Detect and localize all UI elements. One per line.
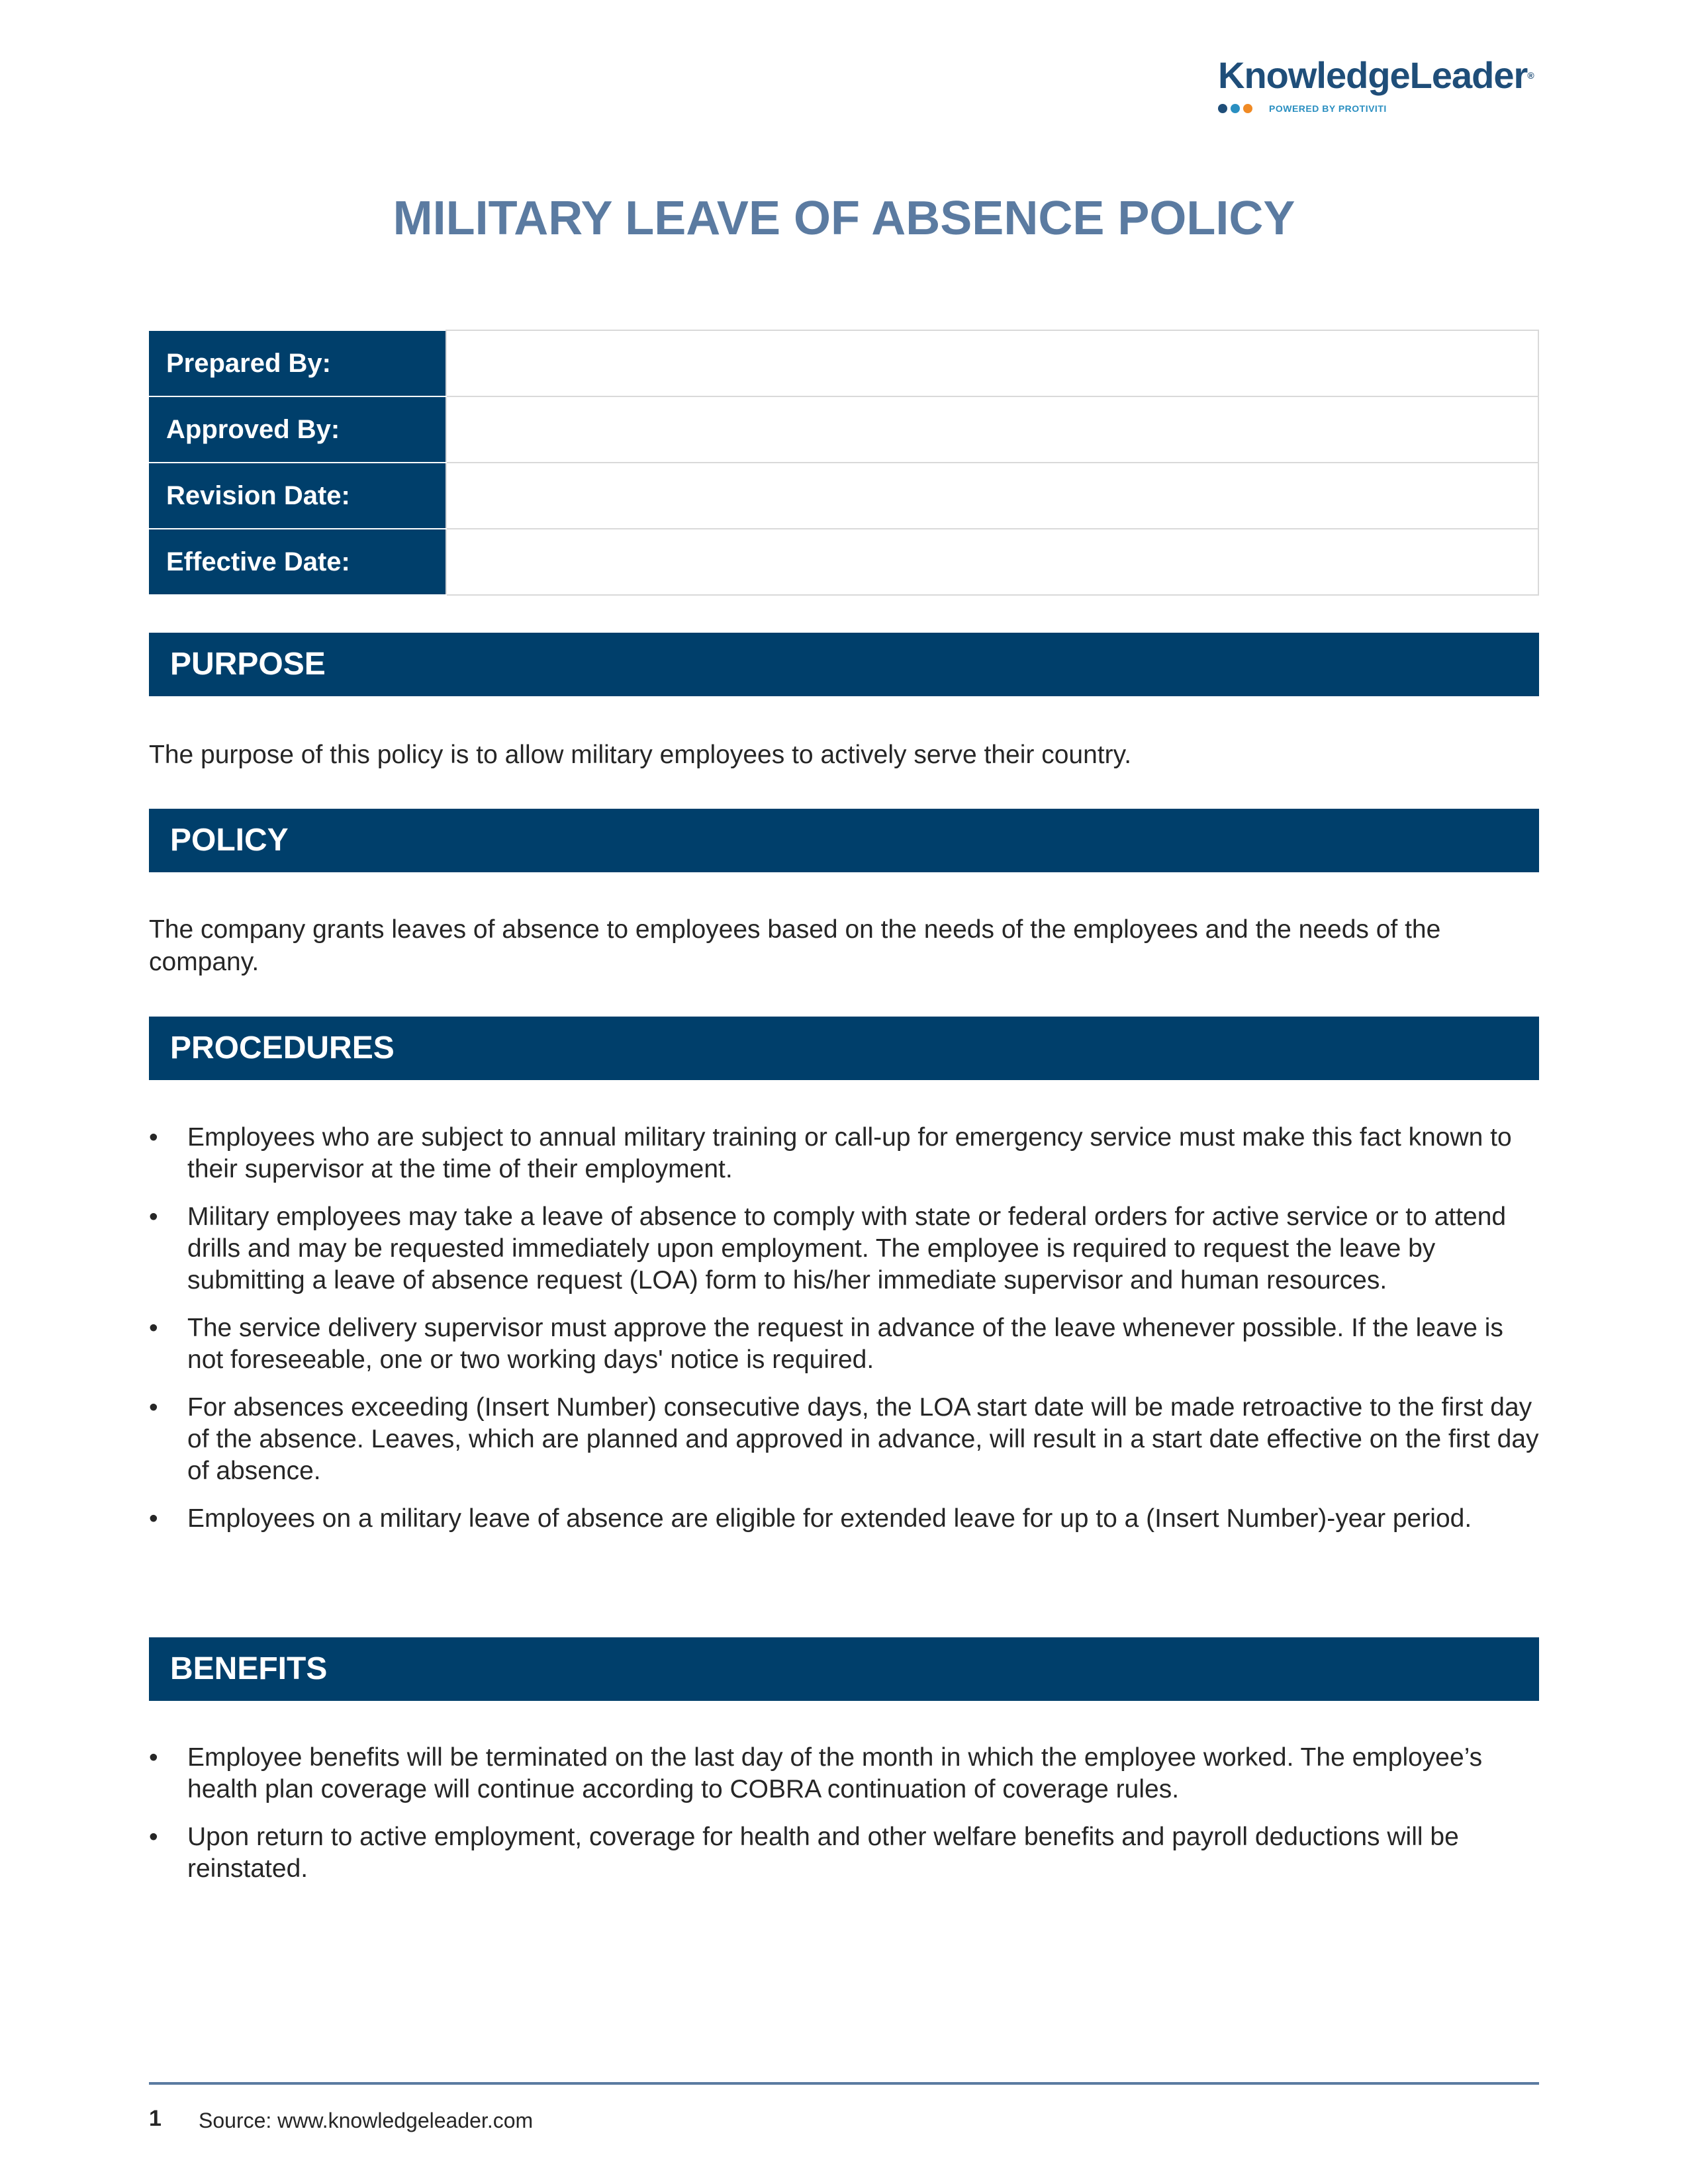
info-row-prepared-by <box>150 330 1538 396</box>
list-item <box>149 1821 1539 1885</box>
bullet-mark: • <box>149 1823 158 1851</box>
footer-divider <box>149 2082 1539 2085</box>
info-label: Prepared By: <box>150 330 446 396</box>
list-item-text: Military employees may take a leave of absence to comply with state or federal orders for active service or to attend drills and may be requested immediately upon employment. The employee is required to request the leave by submitting a leave of absence request (LOA) form to his/her immediate supervisor and human resources. <box>187 1203 1507 1295</box>
list-item <box>149 1503 1539 1535</box>
list-item-text: For absences exceeding (Insert Number) consecutive days, the LOA start date will be made retroactive to the first day of the absence. Leaves, which are planned and approved in advance, will result in a start date effective on the first day of absence. <box>187 1393 1539 1485</box>
document-title: MILITARY LEAVE OF ABSENCE POLICY <box>393 192 1295 245</box>
logo-tagline: POWERED BY PROTIVITI <box>1269 103 1387 114</box>
document-info-table <box>149 330 1539 596</box>
logo-wordmark: KnowledgeLeader® <box>1218 54 1534 96</box>
list-item-text: Employee benefits will be terminated on the last day of the month in which the employee worked. The employee’s health plan coverage will continue according to COBRA continuation of coverage rules. <box>187 1743 1483 1803</box>
logo-dot-2 <box>1231 104 1240 113</box>
section-heading-policy: POLICY <box>149 809 1539 872</box>
bullet-mark: • <box>149 1123 158 1152</box>
info-label: Revision Date: <box>150 463 446 529</box>
benefits-list <box>149 1742 1539 1901</box>
bullet-mark: • <box>149 1393 158 1422</box>
info-row-revision-date <box>150 463 1538 529</box>
list-item <box>149 1122 1539 1185</box>
section-heading-procedures: PROCEDURES <box>149 1017 1539 1080</box>
list-item-text: Upon return to active employment, coverage for health and other welfare benefits and payroll deductions will be reinstated. <box>187 1823 1459 1883</box>
info-row-approved-by <box>150 396 1538 463</box>
purpose-text: The purpose of this policy is to allow military employees to actively serve their country. <box>149 741 1132 769</box>
logo-tagline-row <box>1218 103 1536 114</box>
list-item-text: The service delivery supervisor must approve the request in advance of the leave whenever possible. If the leave is not foreseeable, one or two working days' notice is required. <box>187 1314 1503 1374</box>
bullet-mark: • <box>149 1203 158 1231</box>
procedures-list <box>149 1122 1539 1551</box>
info-label: Effective Date: <box>150 529 446 595</box>
bullet-mark: • <box>149 1504 158 1533</box>
info-value-field[interactable] <box>446 330 1538 396</box>
info-value-field[interactable] <box>446 529 1538 595</box>
info-value-field[interactable] <box>446 463 1538 529</box>
bullet-mark: • <box>149 1743 158 1772</box>
list-item <box>149 1742 1539 1805</box>
list-item <box>149 1201 1539 1297</box>
page-number: 1 <box>149 2106 162 2131</box>
footer-source: Source: www.knowledgeleader.com <box>199 2109 534 2132</box>
section-heading-benefits: BENEFITS <box>149 1637 1539 1701</box>
list-item <box>149 1392 1539 1487</box>
section-heading-purpose: PURPOSE <box>149 633 1539 696</box>
info-label: Approved By: <box>150 396 446 463</box>
knowledgeleader-logo <box>1218 54 1536 114</box>
logo-dot-3 <box>1243 104 1252 113</box>
list-item <box>149 1312 1539 1376</box>
logo-dot-1 <box>1218 104 1227 113</box>
list-item-text: Employees who are subject to annual military training or call-up for emergency service must make this fact known to their supervisor at the time of their employment. <box>187 1123 1512 1183</box>
info-row-effective-date <box>150 529 1538 595</box>
list-item-text: Employees on a military leave of absence are eligible for extended leave for up to a (Insert Number)-year period. <box>187 1504 1472 1533</box>
policy-text: The company grants leaves of absence to employees based on the needs of the employees and the needs of the company. <box>149 915 1441 976</box>
bullet-mark: • <box>149 1314 158 1342</box>
info-value-field[interactable] <box>446 396 1538 463</box>
